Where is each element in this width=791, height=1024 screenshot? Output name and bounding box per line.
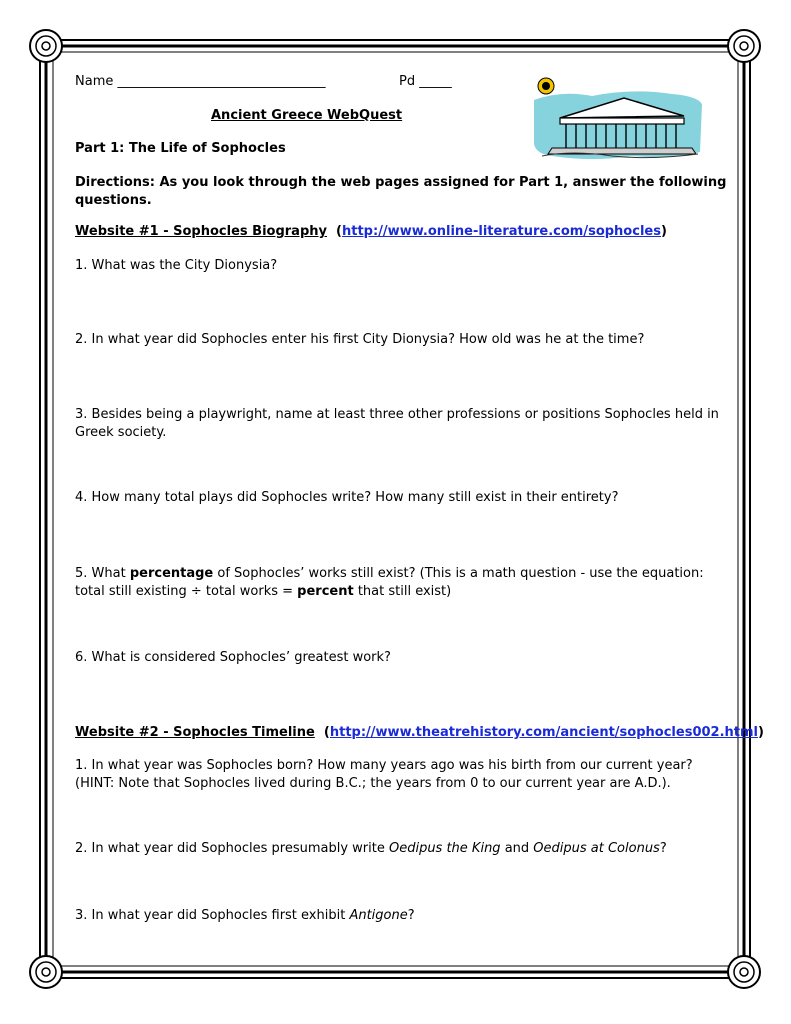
parthenon-clipart-icon xyxy=(532,74,704,162)
s2-question-3 xyxy=(75,907,415,925)
directions-text: Directions: As you look through the web pages assigned for Part 1, answer the following questions. xyxy=(75,175,727,208)
website1-heading xyxy=(75,223,667,241)
s2q3-part-a: 3. In what year did Sophocles first exhibit xyxy=(75,908,350,923)
website1-open-paren: ( xyxy=(336,224,342,239)
s1-question-4: 4. How many total plays did Sophocles write? How many still exist in their entirety? xyxy=(75,490,619,505)
website2-close-paren: ) xyxy=(757,725,764,740)
name-blank: ________________________________ xyxy=(117,74,326,89)
s2q2-part-a: 2. In what year did Sophocles presumably write xyxy=(75,841,389,856)
q5-percent: percent xyxy=(297,583,354,599)
name-line xyxy=(75,73,326,91)
period-line xyxy=(399,73,452,91)
s2q2-part-e: ? xyxy=(659,841,667,856)
corner-ornament-bottom-left xyxy=(30,956,62,988)
q5-percentage: percentage xyxy=(129,566,214,581)
website2-heading xyxy=(75,724,764,742)
s1-question-6: 6. What is considered Sophocles’ greatest work? xyxy=(75,650,391,665)
s2q2-oedipus-king: Oedipus the King xyxy=(388,841,501,856)
website2-title: Website #2 - Sophocles Timeline xyxy=(75,725,315,740)
s2q2-oedipus-colonus: Oedipus at Colonus xyxy=(533,841,660,856)
corner-ornament-top-right xyxy=(728,30,760,62)
q5-part-c: of Sophocles’ works still exist? (This is a math question - use the equation: total still existing ÷ total works = xyxy=(75,566,704,599)
pd-blank: _____ xyxy=(419,74,452,89)
pd-label: Pd xyxy=(399,74,416,89)
corner-ornament-bottom-right xyxy=(728,956,760,988)
website1-link[interactable]: http://www.online-literature.com/sophocles xyxy=(342,224,661,239)
s2q3-antigone: Antigone xyxy=(349,908,408,923)
part1-heading: Part 1: The Life of Sophocles xyxy=(75,141,286,156)
s2q3-part-c: ? xyxy=(407,908,415,923)
s1-question-5 xyxy=(75,565,730,600)
website1-close-paren: ) xyxy=(660,224,667,239)
website2-open-paren: ( xyxy=(323,725,330,740)
corner-ornament-top-left xyxy=(30,30,62,62)
s2-question-1: 1. In what year was Sophocles born? How many years ago was his birth from our current year? (HINT: Note that Sophocles lived during B.C.; the years from 0 to our current year are A.D.). xyxy=(75,758,693,791)
s1-question-2: 2. In what year did Sophocles enter his first City Dionysia? How old was he at the time? xyxy=(75,332,645,347)
s1-question-3: 3. Besides being a playwright, name at least three other professions or positions Sophocles held in Greek society. xyxy=(75,407,719,440)
page-title: Ancient Greece WebQuest xyxy=(211,108,403,123)
s1-question-1: 1. What was the City Dionysia? xyxy=(75,258,278,273)
q5-part-e: that still exist) xyxy=(353,583,452,599)
website2-link[interactable]: http://www.theatrehistory.com/ancient/sophocles002.html xyxy=(329,725,758,740)
s2q2-part-c: and xyxy=(500,841,534,856)
s2-question-2 xyxy=(75,840,667,858)
name-label: Name xyxy=(75,74,114,89)
q5-part-a: 5. What xyxy=(75,566,130,581)
website1-title: Website #1 - Sophocles Biography xyxy=(75,224,327,239)
